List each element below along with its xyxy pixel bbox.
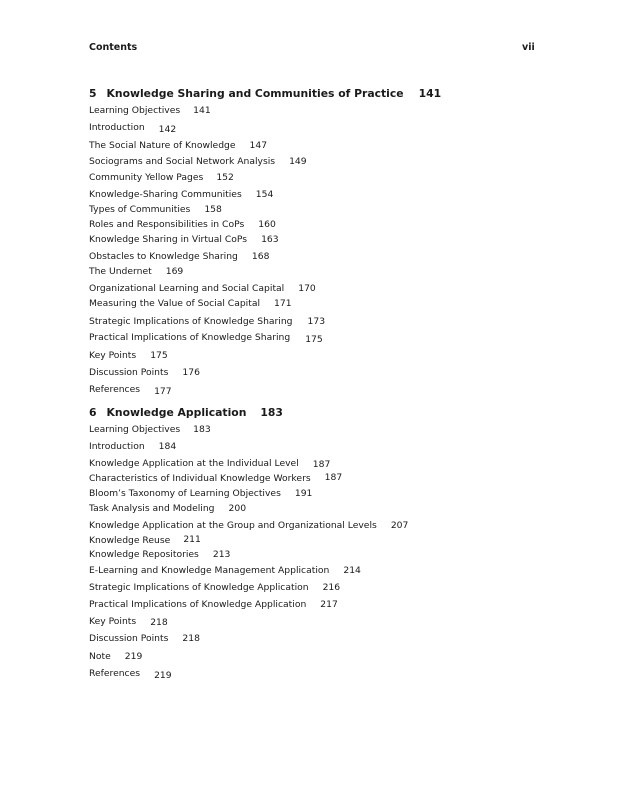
toc-entry-title: Characteristics of Individual Knowledge Workers <box>89 473 311 484</box>
toc-entry-page: 147 <box>249 140 268 151</box>
toc-entry <box>89 172 234 183</box>
toc-entry-page: 219 <box>154 670 172 681</box>
toc-entry <box>89 189 273 200</box>
toc-entry-title: References <box>89 668 141 679</box>
toc-entry-title: Measuring the Value of Social Capital <box>89 298 261 309</box>
toc-entry <box>89 535 201 546</box>
toc-entry <box>89 316 325 327</box>
toc-entry-title: Note <box>89 651 111 662</box>
chapter-number: 6 <box>89 406 97 419</box>
toc-entry-page: 207 <box>390 520 409 531</box>
toc-entry-page: 211 <box>183 534 201 545</box>
toc-entry-page: 141 <box>193 105 211 116</box>
running-header-page-number: vii <box>522 42 535 53</box>
toc-entry <box>89 668 172 679</box>
toc-entry <box>89 582 340 593</box>
toc-entry-page: 168 <box>251 251 270 262</box>
toc-entry-title: Practical Implications of Knowledge Application <box>89 599 307 610</box>
toc-entry-page: 152 <box>216 172 234 183</box>
toc-entry-title: Strategic Implications of Knowledge Sharing <box>89 316 293 327</box>
toc-entry <box>89 105 211 116</box>
toc-entry-title: Discussion Points <box>89 633 169 644</box>
toc-entry-title: Obstacles to Knowledge Sharing <box>89 251 238 262</box>
toc-entry-page: 176 <box>182 367 200 378</box>
toc-entry-title: Task Analysis and Modeling <box>89 503 215 514</box>
toc-entry-page: 169 <box>165 266 184 277</box>
toc-entry-title: Learning Objectives <box>89 105 181 116</box>
toc-entry-page: 218 <box>150 617 168 628</box>
toc-entry <box>89 283 316 294</box>
toc-entry-page: 187 <box>312 459 331 470</box>
toc-entry-title: References <box>89 384 141 395</box>
toc-entry-title: Community Yellow Pages <box>89 172 204 183</box>
toc-entry-page: 175 <box>305 334 323 345</box>
toc-entry <box>89 332 323 343</box>
toc-entry <box>89 599 338 610</box>
toc-entry-page: 163 <box>261 234 279 245</box>
toc-entry-page: 154 <box>255 189 274 200</box>
toc-entry-title: Sociograms and Social Network Analysis <box>89 156 276 167</box>
chapter-title: Knowledge Application <box>106 406 247 419</box>
toc-entry-page: 149 <box>289 156 307 167</box>
toc-entry <box>89 140 267 151</box>
chapter-heading <box>89 87 441 100</box>
toc-entry-title: Knowledge-Sharing Communities <box>89 189 242 200</box>
toc-entry <box>89 219 276 230</box>
toc-entry-page: 184 <box>158 441 177 452</box>
toc-entry-title: Key Points <box>89 616 137 627</box>
toc-entry-page: 177 <box>154 386 172 397</box>
toc-entry-title: Knowledge Application at the Individual Level <box>89 458 299 469</box>
toc-entry-page: 170 <box>298 283 316 294</box>
toc-entry-page: 216 <box>322 582 341 593</box>
toc-entry-title: Bloom’s Taxonomy of Learning Objectives <box>89 488 281 499</box>
toc-entry-page: 219 <box>124 651 143 662</box>
toc-entry <box>89 350 168 361</box>
chapter-page: 183 <box>260 406 283 419</box>
toc-entry <box>89 122 176 133</box>
toc-entry-title: Learning Objectives <box>89 424 181 435</box>
toc-entry <box>89 520 408 531</box>
toc-entry-page: 200 <box>228 503 247 514</box>
toc-entry <box>89 156 307 167</box>
toc-entry <box>89 458 330 469</box>
toc-entry-page: 213 <box>212 549 231 560</box>
toc-entry-page: 160 <box>258 219 276 230</box>
toc-entry <box>89 616 168 627</box>
running-header-title: Contents <box>89 42 138 53</box>
toc-entry <box>89 633 200 644</box>
toc-entry-page: 218 <box>182 633 200 644</box>
toc-entry <box>89 251 269 262</box>
toc-entry <box>89 488 312 499</box>
toc-entry <box>89 473 342 484</box>
toc-entry <box>89 367 200 378</box>
toc-entry <box>89 204 222 215</box>
toc-entry-page: 142 <box>158 124 177 135</box>
chapter-heading <box>89 406 283 419</box>
toc-entry-title: Knowledge Repositories <box>89 549 199 560</box>
toc-entry <box>89 266 183 277</box>
toc-entry-page: 187 <box>324 472 343 483</box>
toc-entry <box>89 234 279 245</box>
toc-entry-title: Roles and Responsibilities in CoPs <box>89 219 245 230</box>
toc-entry-page: 214 <box>343 565 361 576</box>
chapter-title: Knowledge Sharing and Communities of Practice <box>106 87 404 100</box>
toc-entry-title: Key Points <box>89 350 137 361</box>
toc-entry-title: Knowledge Reuse <box>89 535 171 546</box>
toc-entry <box>89 424 211 435</box>
toc-entry-page: 158 <box>204 204 222 215</box>
chapter-number: 5 <box>89 87 97 100</box>
toc-entry-title: Introduction <box>89 441 145 452</box>
toc-entry-title: The Undernet <box>89 266 152 277</box>
toc-entry-page: 175 <box>150 350 168 361</box>
toc-entry-title: E-Learning and Knowledge Management Application <box>89 565 330 576</box>
chapter-page: 141 <box>418 87 442 100</box>
toc-entry-title: Introduction <box>89 122 145 133</box>
toc-entry-page: 191 <box>294 488 313 499</box>
toc-entry-title: Strategic Implications of Knowledge Application <box>89 582 309 593</box>
toc-entry <box>89 503 246 514</box>
toc-entry-title: Organizational Learning and Social Capital <box>89 283 285 294</box>
toc-entry-title: Knowledge Application at the Group and Organizational Levels <box>89 520 377 531</box>
toc-entry-page: 173 <box>307 316 326 327</box>
toc-entry-title: Knowledge Sharing in Virtual CoPs <box>89 234 248 245</box>
toc-entry <box>89 384 172 395</box>
toc-entry-title: Practical Implications of Knowledge Sharing <box>89 332 291 343</box>
toc-entry-title: The Social Nature of Knowledge <box>89 140 236 151</box>
toc-entry <box>89 298 292 309</box>
toc-entry <box>89 549 230 560</box>
toc-entry-title: Types of Communities <box>89 204 191 215</box>
toc-entry-page: 217 <box>320 599 338 610</box>
toc-entry-page: 183 <box>193 424 211 435</box>
toc-entry <box>89 565 361 576</box>
toc-entry <box>89 441 176 452</box>
toc-entry-page: 171 <box>274 298 292 309</box>
toc-entry-title: Discussion Points <box>89 367 169 378</box>
toc-entry <box>89 651 142 662</box>
